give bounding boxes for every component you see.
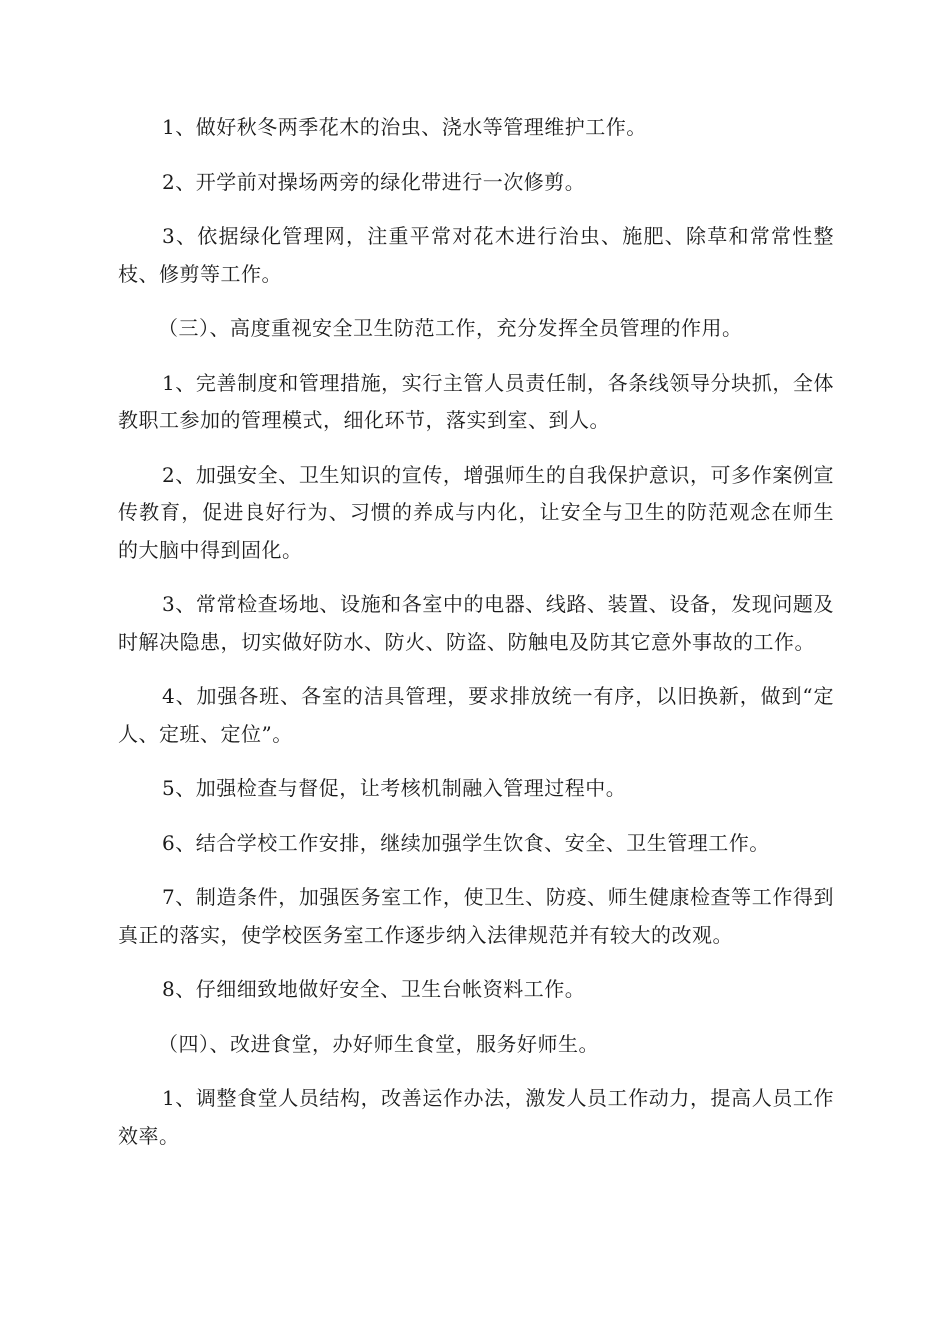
section-heading-safety: （三）、高度重视安全卫生防范工作，充分发挥全员管理的作用。 (158, 316, 743, 340)
paragraph-safety-1: 1、完善制度和管理措施，实行主管人员责任制，各条线领导分块抓，全体教职工参加的管理模式，细化环节，落实到室、到人。 (118, 370, 834, 432)
paragraph-greening-3: 3、依据绿化管理网，注重平常对花木进行治虫、施肥、除草和常常性整枝、修剪等工作。 (118, 224, 834, 286)
paragraph-greening-1: 1、做好秋冬两季花木的治虫、浇水等管理维护工作。 (162, 115, 647, 139)
paragraph-safety-2: 2、加强安全、卫生知识的宣传，增强师生的自我保护意识，可多作案例宣传教育，促进良好行为、习惯的养成与内化，让安全与卫生的防范观念在师生的大脑中得到固化。 (118, 462, 834, 562)
paragraph-safety-8: 8、仔细细致地做好安全、卫生台帐资料工作。 (162, 977, 586, 1001)
paragraph-safety-3: 3、常常检查场地、设施和各室中的电器、线路、装置、设备，发现问题及时解决隐患，切实做好防水、防火、防盗、防触电及防其它意外事故的工作。 (118, 592, 834, 654)
section-heading-canteen: （四）、改进食堂，办好师生食堂，服务好师生。 (158, 1031, 599, 1056)
paragraph-safety-6: 6、结合学校工作安排，继续加强学生饮食、安全、卫生管理工作。 (162, 830, 770, 855)
paragraph-safety-7: 7、制造条件，加强医务室工作，使卫生、防疫、师生健康检查等工作得到真正的落实，使学校医务室工作逐步纳入法律规范并有较大的改观。 (118, 885, 834, 947)
paragraph-safety-4: 4、加强各班、各室的洁具管理，要求排放统一有序，以旧换新，做到“定人、定班、定位”。 (118, 684, 834, 746)
paragraph-safety-5: 5、加强检查与督促，让考核机制融入管理过程中。 (162, 776, 627, 800)
paragraph-greening-2: 2、开学前对操场两旁的绿化带进行一次修剪。 (162, 169, 586, 194)
paragraph-canteen-1: 1、调整食堂人员结构，改善运作办法，激发人员工作动力，提高人员工作效率。 (118, 1086, 834, 1148)
document-body (118, 109, 834, 1155)
